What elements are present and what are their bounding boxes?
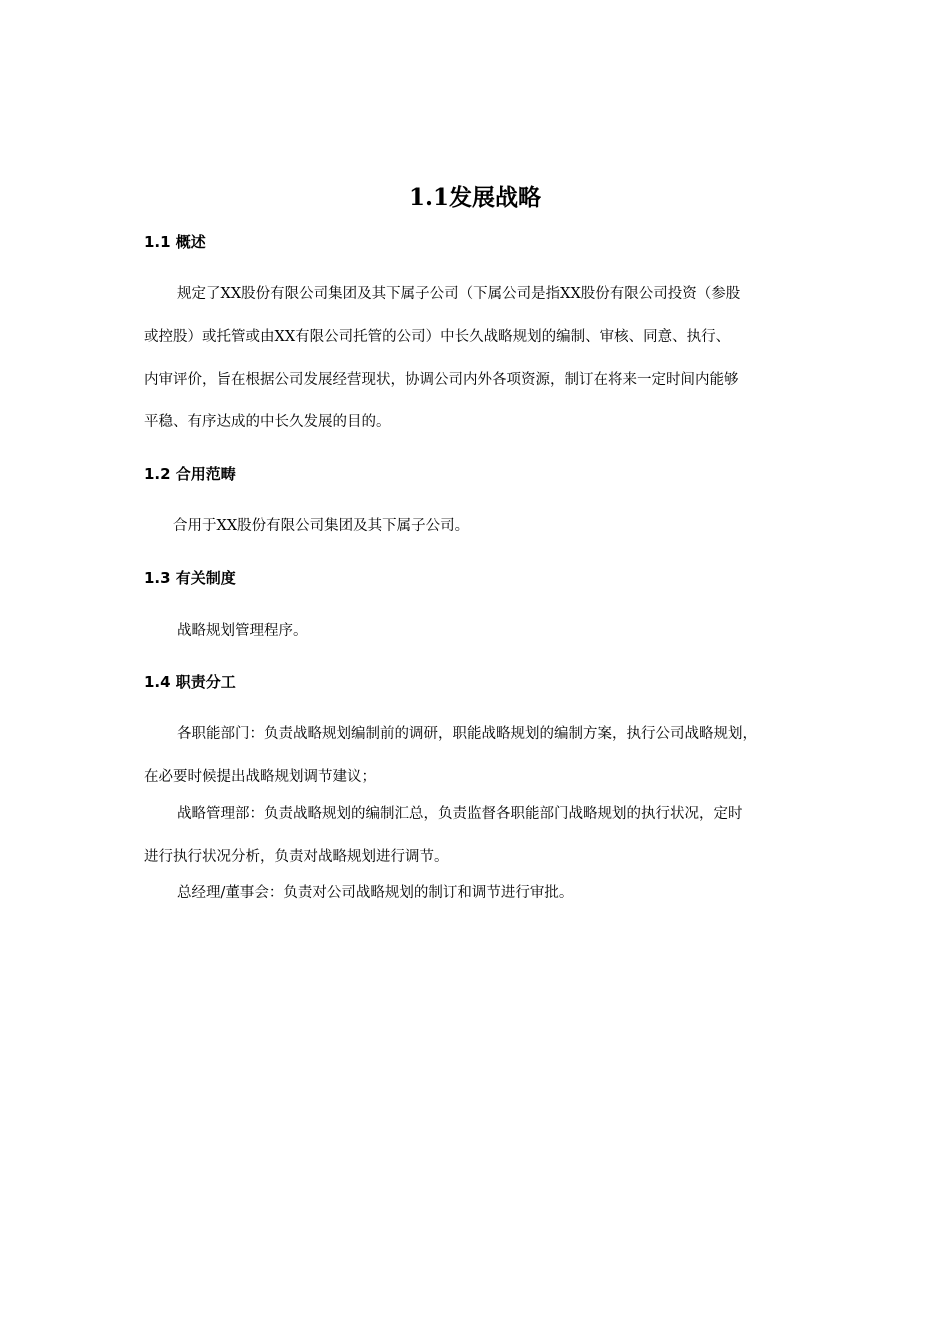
- paragraph-line: 在必要时候提出战略规划调节建议；: [144, 769, 376, 785]
- paragraph-line: 规定了XX股份有限公司集团及其下属子公司（下属公司是指XX股份有限公司投资（参股: [177, 286, 741, 302]
- paragraph-line: 平稳、有序达成的中长久发展的目的。: [144, 414, 391, 430]
- section-heading-scope: 1.2 合用范畴: [144, 465, 236, 483]
- document-title: 1.1发展战略: [408, 184, 541, 211]
- section-heading-related-policies: 1.3 有关制度: [144, 569, 236, 587]
- section-heading-responsibilities: 1.4 职责分工: [144, 673, 236, 691]
- paragraph-line: 或控股）或托管或由XX有限公司托管的公司）中长久战略规划的编制、审核、同意、执行、: [144, 329, 731, 345]
- paragraph-line: 总经理/董事会：负责对公司战略规划的制订和调节进行审批。: [177, 885, 574, 901]
- section-heading-overview: 1.1 概述: [144, 233, 206, 251]
- paragraph-line: 合用于XX股份有限公司集团及其下属子公司。: [173, 518, 470, 534]
- paragraph-line: 战略管理部：负责战略规划的编制汇总，负责监督各职能部门战略规划的执行状况，定时: [177, 806, 743, 822]
- paragraph-line: 各职能部门：负责战略规划编制前的调研，职能战略规划的编制方案，执行公司战略规划，: [177, 726, 757, 742]
- paragraph-line: 战略规划管理程序。: [177, 623, 308, 639]
- paragraph-line: 内审评价，旨在根据公司发展经营现状，协调公司内外各项资源，制订在将来一定时间内能够: [144, 372, 739, 388]
- paragraph-line: 进行执行状况分析，负责对战略规划进行调节。: [144, 849, 449, 865]
